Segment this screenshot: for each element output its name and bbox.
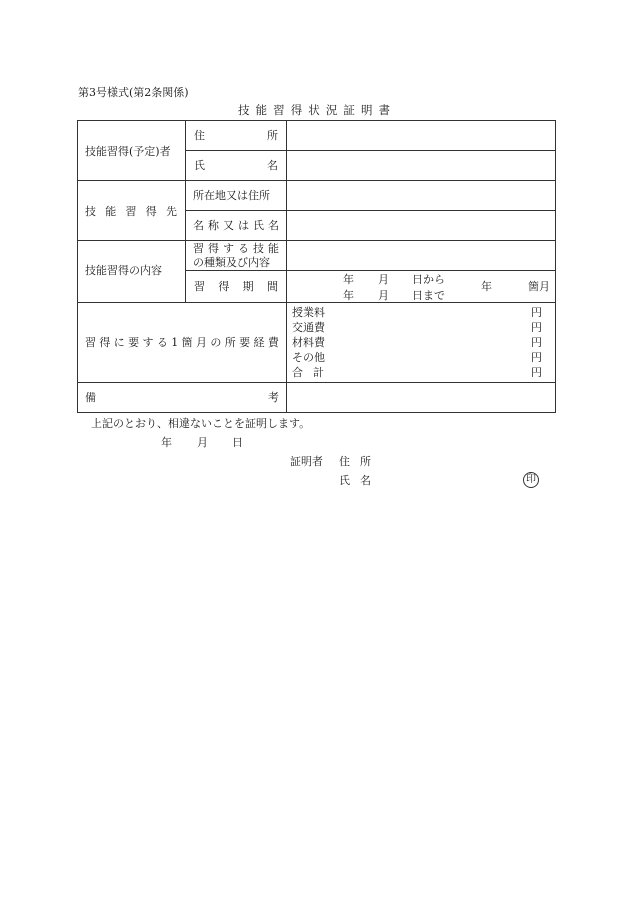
period-from-month: 月 xyxy=(378,273,389,286)
place-name-label: 名 称 又 は 氏 名 xyxy=(193,219,279,232)
skill-label-line1: 習 得 す る 技 能 xyxy=(193,242,279,255)
content-header: 技能習得の内容 xyxy=(85,264,162,277)
cert-date-day: 日 xyxy=(232,436,243,449)
seal-mark: 印 xyxy=(523,472,539,488)
expense-transport-label: 交通費 xyxy=(292,321,325,334)
expense-total-unit: 円 xyxy=(531,366,542,379)
expense-materials-label: 材料費 xyxy=(292,336,325,349)
period-to-month: 月 xyxy=(378,289,389,302)
expense-materials-unit: 円 xyxy=(531,336,542,349)
trainee-header: 技能習得(予定)者 xyxy=(85,145,171,158)
remarks-header: 備 考 xyxy=(85,391,279,404)
place-header: 技 能 習 得 先 xyxy=(85,205,177,218)
certification-statement: 上記のとおり、相違ないことを証明します。 xyxy=(91,417,311,430)
expense-total-label: 合 計 xyxy=(292,366,324,379)
period-from-day: 日から xyxy=(412,273,445,286)
trainee-address-label: 住 所 xyxy=(194,129,278,142)
expense-transport-unit: 円 xyxy=(531,321,542,334)
expense-other-label: その他 xyxy=(292,351,325,364)
expense-tuition-unit: 円 xyxy=(531,306,542,319)
period-to-year: 年 xyxy=(343,289,354,302)
expense-tuition-label: 授業料 xyxy=(292,306,325,319)
certifier-address-label: 住 所 xyxy=(339,455,371,468)
form-number: 第3号様式(第2条関係) xyxy=(78,86,189,99)
expenses-header: 習 得 に 要 す る 1 箇 月 の 所 要 経 費 xyxy=(85,336,279,349)
cert-date-month: 月 xyxy=(197,436,208,449)
period-label: 習 得 期 間 xyxy=(194,280,278,293)
expense-other-unit: 円 xyxy=(531,351,542,364)
cert-date-year: 年 xyxy=(161,436,172,449)
form-title: 技 能 習 得 状 況 証 明 書 xyxy=(238,103,390,117)
duration-months: 箇月 xyxy=(528,280,550,293)
place-location-label: 所在地又は住所 xyxy=(193,189,270,202)
certifier-label: 証明者 xyxy=(290,455,323,468)
period-to-day: 日まで xyxy=(412,289,445,302)
duration-year: 年 xyxy=(481,280,492,293)
trainee-name-label: 氏 名 xyxy=(194,159,278,172)
skill-label-line2: の種類及び内容 xyxy=(193,256,270,269)
period-from-year: 年 xyxy=(343,273,354,286)
certifier-name-label: 氏 名 xyxy=(339,474,371,487)
